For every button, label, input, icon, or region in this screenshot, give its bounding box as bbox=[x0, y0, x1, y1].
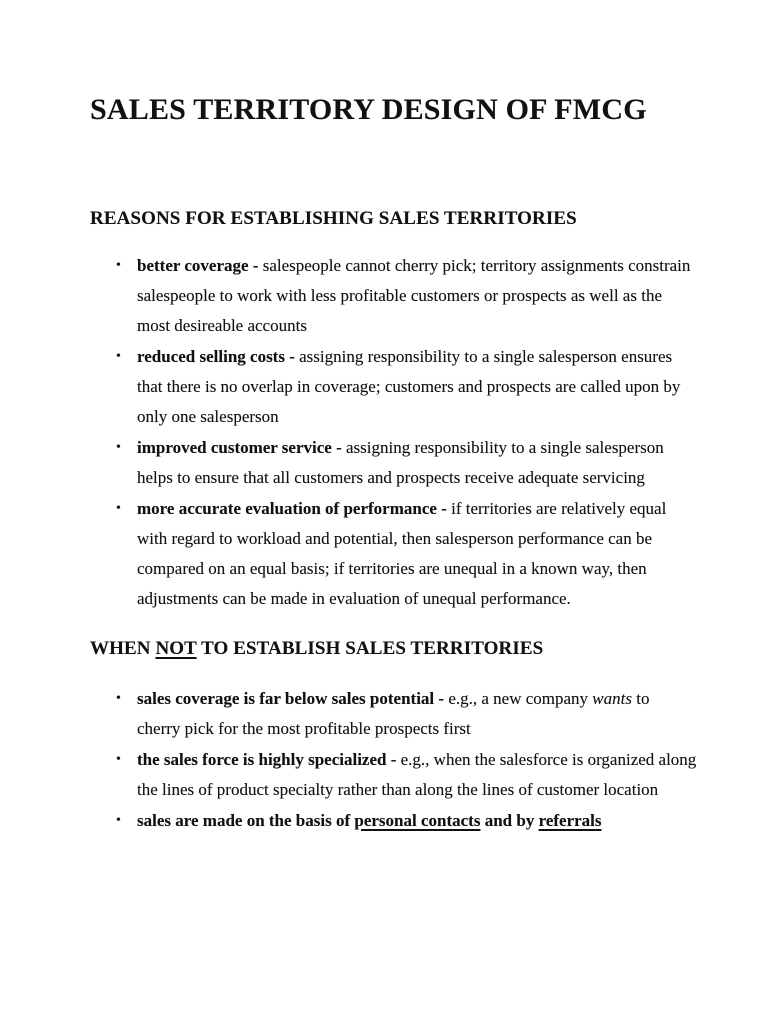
text-segment: if territories are relatively equal with regard to workload and potential, then salesperson performance can be compared on an equal basis; if territories are unequal in a known way, then adjustments can be made in evaluation of unequal performance. bbox=[137, 499, 667, 608]
section-heading bbox=[90, 207, 697, 230]
text-segment: salespeople cannot cherry pick; territory assignments constrain salespeople to work with less profitable customers or prospects as well as the most desireable accounts bbox=[137, 256, 691, 335]
bullet-icon: • bbox=[116, 752, 121, 767]
text-segment: e.g., a new company bbox=[448, 689, 593, 708]
text-segment: to cherry pick for the most profitable prospects first bbox=[137, 689, 650, 738]
text-segment: better coverage - bbox=[137, 256, 263, 275]
bullet-icon: • bbox=[116, 813, 121, 828]
text-segment: TO ESTABLISH SALES TERRITORIES bbox=[196, 638, 544, 659]
text-segment: sales are made on the basis of bbox=[137, 811, 355, 830]
text-segment: REASONS FOR ESTABLISHING SALES TERRITORIES bbox=[90, 208, 577, 229]
bullet-item bbox=[90, 342, 697, 432]
bullet-icon: • bbox=[116, 349, 121, 364]
text-segment: personal contacts bbox=[354, 811, 481, 830]
document-title: SALES TERRITORY DESIGN OF FMCG bbox=[90, 93, 647, 126]
text-segment: WHEN bbox=[90, 638, 156, 659]
bullet-item bbox=[90, 806, 697, 836]
bullet-item bbox=[90, 251, 697, 341]
text-segment: improved customer service - bbox=[137, 438, 346, 457]
text-segment: reduced selling costs - bbox=[137, 347, 300, 366]
text-segment: wants bbox=[592, 689, 632, 708]
text-segment: the sales force is highly specialized - bbox=[137, 750, 401, 769]
bullet-icon: • bbox=[116, 501, 121, 516]
bullet-list bbox=[90, 251, 697, 614]
bullet-item bbox=[90, 684, 697, 744]
text-segment: sales coverage is far below sales potential - bbox=[137, 689, 449, 708]
bullet-icon: • bbox=[116, 440, 121, 455]
bullet-icon: • bbox=[116, 691, 121, 706]
text-segment: NOT bbox=[155, 638, 197, 659]
bullet-icon: • bbox=[116, 258, 121, 273]
bullet-item bbox=[90, 433, 697, 493]
text-segment: e.g., when the salesforce is organized along the lines of product specialty rather than along the lines of customer location bbox=[137, 750, 697, 799]
text-segment: referrals bbox=[538, 811, 602, 830]
text-segment: assigning responsibility to a single salesperson ensures that there is no overlap in coverage; customers and prospects are called upon by only one salesperson bbox=[137, 347, 681, 426]
section-heading bbox=[90, 637, 697, 660]
bullet-item bbox=[90, 494, 697, 614]
text-segment: assigning responsibility to a single salesperson helps to ensure that all customers and prospects receive adequate servicing bbox=[137, 438, 664, 487]
text-segment: more accurate evaluation of performance - bbox=[137, 499, 452, 518]
bullet-item bbox=[90, 745, 697, 805]
bullet-list bbox=[90, 684, 697, 836]
text-segment: and by bbox=[480, 811, 539, 830]
section-when-not bbox=[90, 637, 697, 836]
section-reasons bbox=[90, 207, 697, 614]
